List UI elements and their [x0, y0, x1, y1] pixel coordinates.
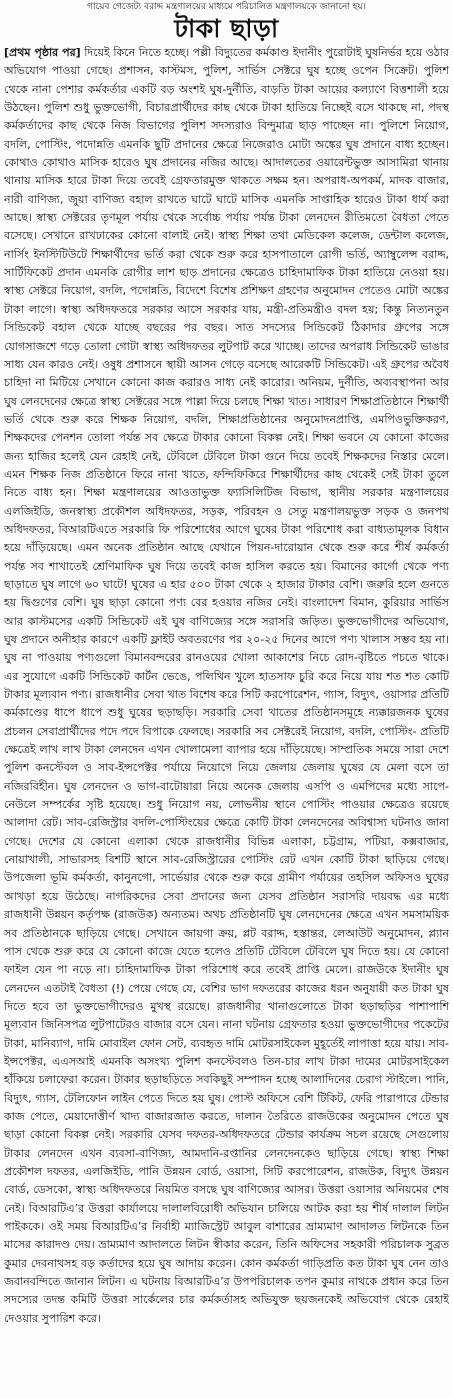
headline: টাকা ছাড়া	[174, 14, 279, 43]
continuation-lead: [প্রথম পৃষ্ঠার পর]	[4, 46, 81, 59]
previous-column-strip: গায়েব গেজেট্য বরাদ্দ মন্ত্রণালয়ের মাধ্যমে পরিচালিত মন্ত্রণালয়কে জানানো হয়।	[87, 2, 366, 12]
article-body	[4, 44, 449, 1396]
article-text: দিয়েই কিনে নিতে হচ্ছে। পল্লী বিদ্যুতের কর্মকাণ্ড ইদানীং পুরোটাই ঘুষনির্ভর হয়ে ওঠার অভিযোগ পাওয়া গেছে। প্রশাসন, কাস্টমস, পুলিশ, সার্ভিস সেক্টরে ঘুষ হচ্ছে ওপেন সিক্রেট। পুলিশ থেকে নানা পেশার কর্মকর্তার একটি বড় অংশই ঘুষ-দুর্নীতি, বাড়তি টাকা আয়ের কল্যাণে বিত্তশালী হয়ে উঠছেন। পুলিশ শুধু ভুক্তভোগী, বিচারপ্রার্থীদের কাছ থেকে টাকা হাতিয়ে নিচ্ছেই বসে থাকছে না, পদস্থ কর্মকর্তাদের কাছ থেকে নিজ বিভাগের পুলিশ সদস্যরাও বিন্দুমাত্র ছাড় পাচ্ছেন না। পুলিশে নিয়োগ, বদলি, পোস্টিং, পদোন্নতি এমনকি ছুটি প্রদানের ক্ষেত্রে নিজেরাও মোটা অঙ্কের ঘুষ প্রদানে বাধ্য হচ্ছেন। কোথাও কোথাও মাসিক হারেও ঘুষ প্রদানের নজির আছে। আদালতের ওয়ারেন্টভুক্ত আসামিরা থানায় থানায় মাসিক হারে টাকা দিয়ে তবেই গ্রেফতারমুক্ত থাকতে সক্ষম হন। অপরাধ-অপকর্ম, মাদক বাজার, নারী বাণিজ্য, জুয়া বাণিজ্য বহাল রাখতে ঘাটে ঘাটে মাসিক এমনকি সাপ্তাহিক হারেও টাকা ধার্য করা আছে। স্বাস্থ্য সেক্টরের তৃণমূল পর্যায় থেকে সর্বোচ্চ পর্যায় পর্যন্ত টাকা লেনদেন রীতিমতো বৈধতা পেতে বসেছে। সেখানে রাখঢাকের কোনো বালাই নেই। স্বাস্থ্য শিক্ষা তথা মেডিকেল কলেজ, ডেন্টাল কলেজ, নার্সিং ইনস্টিটিউটে শিক্ষার্থীদের ভর্তি করা থেকে শুরু করে হাসপাতালে রোগী ভর্তি, অ্যাম্বুলেন্স বরাদ্দ, সার্টিফিকেট প্রদান এমনকি রোগীর লাশ ছাড় প্রদানের ক্ষেত্রেও চাহিদামাফিক টাকা হাতিয়ে নেওয়া হয়। স্বাস্থ্য সেক্টরে নিয়োগ, বদলি, পদোন্নতি, বিদেশে বিশেষ প্রশিক্ষণ গ্রহণের অনুমোদন পেতেও মোটা অঙ্কের টাকা লাগে। স্বাস্থ্য অধিদফতরে সরকার আসে সরকার যায়, মন্ত্রী-প্রতিমন্ত্রীও বদল হয়; কিন্তু নিত্যনতুন সিন্ডিকেট বহাল থেকে যাচ্ছে বছরের পর বছর। সাত সদস্যের সিন্ডিকেট ঠিকাদার গ্রুপের সঙ্গে যোগসাজশে গড়ে তোলা গোটা স্বাস্থ্য অধিদফতর লুটপাট করে খাচ্ছে। তাদের অপরাধ সিন্ডিকেট ভাঙার সাধ্য যেন কারও নেই। ওষুধ প্রশাসনে স্থায়ী আসন গেড়ে বসেছে আরেকটি সিন্ডিকেট। এই গ্রুপের অবৈধ চাহিদা না মিটিয়ে সেখানে কোনো কাজ করারও সাধ্য নেই কারোর। অনিয়ম, দুর্নীতি, অব্যবস্থাপনা আর ঘুষ লেনদেনের ক্ষেত্রে স্বাস্থ্য সেক্টরের সঙ্গে পাল্লা দিয়ে চলছে শিক্ষা খাত। সাধারণ শিক্ষাপ্রতিষ্ঠানে শিক্ষার্থী ভর্তি থেকে শুরু করে শিক্ষক নিয়োগ, বদলি, শিক্ষাপ্রতিষ্ঠানের অনুমোদনপ্রাপ্তি, এমপিওভুক্তিকরণ, শিক্ষকদের পেনশন তোলা পর্যন্ত সব ক্ষেত্রে টাকার কোনো বিকল্প নেই। শিক্ষা ভবনে যে কোনো কাজের জন্য হাজির হলেই যেন রেহাই নেই, টেবিলে টেবিলে টাকা গুনে দিয়ে তবেই শিক্ষকদের নিস্তার মেলে। এমন শিক্ষক নিজ প্রতিষ্ঠানে ফিরে নানা খাতে, ফন্দিফিকিরে শিক্ষার্থীদের কাছ থেকেই সেই টাকা তুলে নিতে বাধ্য হন। শিক্ষা মন্ত্রণালয়ের আওতাভুক্ত ফ্যাসিলিটিজ বিভাগ, স্থানীয় সরকার মন্ত্রণালয়ের এলজিইডি, জনস্বাস্থ্য প্রকৌশল অধিদফতর, সড়ক, পরিবহন ও সেতু মন্ত্রণালয়ভুক্ত সড়ক ও জনপথ অধিদফতর, বিআরটিএতে সরকারি ফি পরিশোধের আগে ঘুষের টাকা পরিশোধ করা বাধ্যতামূলক বিধান হয়ে দাঁড়িয়েছে। এমন অনেক প্রতিষ্ঠান আছে যেখানে পিয়ন-দারোয়ান থেকে শুরু করে শীর্ষ কর্মকর্তা পর্যন্ত সব শাখাতেই শ্রেণিমাফিক ঘুষ দিয়ে তবেই কাজ হাসিল করতে হয়। বিমানের কার্গো থেকে পণ্য ছাড়াতে ঘুষ লাগে ৬০ ঘাটে! ঘুষের এ হার ৫০০ টাকা থেকে ২ হাজার টাকার বেশি। জরুরি হলে গুনতে হয় দ্বিগুণের বেশি। ঘুষ ছাড়া কোনো পণ্য বের হওয়ার নজির নেই। বাংলাদেশ বিমান, কুরিয়ার সার্ভিস আর কাস্টমসের একটি সিন্ডিকেট এই ঘুষ বাণিজ্যের সঙ্গে সরাসরি জড়িত। ভুক্তভোগীদের অভিযোগ, ঘুষ প্রদানে অনীহার কারণে একটি ফ্লাইট অবতরণের পর ২০-২৫ দিনের আগে পণ্য খালাস সম্ভব হয় না। ঘুষ না পাওয়ায় পণ্যগুলো বিমানবন্দরের রানওয়ের খোলা আকাশের নিচে রোদ-বৃষ্টিতে পচতে থাকে। এর সুযোগে একটি সিন্ডিকেট কার্টন ভেঙে, পলিথিন খুলে হাতসাফ চুরি করে নিয়ে যায় শত শত কোটি টাকার মূল্যবান পণ্য। রাজধানীর সেবা খাত বিশেষ করে সিটি করপোরেশন, গ্যাস, বিদ্যুৎ, ওয়াসার প্রতিটি কর্মকাণ্ডের ধাপে ধাপে শুধু ঘুষের ছড়াছড়ি। সরকারি সেবা খাতের প্রতিষ্ঠানসমূহে ন্যক্কারজনক ঘুষের প্রচলন সেবাপ্রার্থীদের পদে পদে বিপাকে ফেলছে। সরকারি সব সেক্টরেই নিয়োগ, বদলি, পোস্টিং- প্রতিটি ক্ষেত্রেই লাখ লাখ টাকা লেনদেন এখন খোলামেলা ব্যাপার হয়ে দাঁড়িয়েছে। সাম্প্রতিক সময়ে সারা দেশে পুলিশ কনস্টেবল ও সাব-ইন্সপেক্টর পর্যায়ে নিয়োগে নিয়ে জেলায় জেলায় ঘুষের যে মেলা বসে তা নজিরবিহীন। ঘুষ লেনদেন ও ভাগ-বাটোয়ারা নিয়ে অনেক জেলায় এসপি ও এমপিদের মধ্যে সাপে-নেউলে সম্পর্কের সৃষ্টি হয়েছে। শুধু নিয়োগ নয়, লোভনীয় স্থানে পোস্টিং পাওয়ার ক্ষেত্রেও রয়েছে আলাদা রেট। সাব-রেজিস্ট্রার বদলি-পোস্টিংয়ের ক্ষেত্রে কোটি টাকা লেনদেনের অবিশ্বাস্য ঘটনাও জানা গেছে। দেশের যে কোনো এলাকা থেকে রাজধানীর বিভিন্ন এলাকা, চট্টগ্রাম, পটিয়া, কক্সবাজার, নোয়াখালী, সাভারসহ বিশটি স্থানে সাব-রেজিস্ট্রারের পোস্টিং রেট এখন কোটি টাকা ছাড়িয়ে গেছে। উপজেলা ভূমি কর্মকর্তা, কানুনগো, সার্ভেয়ার থেকে শুরু করে গ্রামীণ পর্যায়ের তহসিল অফিসও ঘুষের আখড়া হয়ে উঠেছে। নাগরিকদের সেবা প্রদানের জন্য যেসব প্রতিষ্ঠান সরাসরি দায়বদ্ধ এর মধ্যে রাজধানী উন্নয়ন কর্তৃপক্ষ (রাজউক) অন্যতম। অথচ প্রতিষ্ঠানটি ঘুষ লেনদেনের ক্ষেত্রে এখন সমসাময়িক সব প্রতিষ্ঠানকে ছাড়িয়ে গেছে। সেখানে জায়গা ক্রয়, প্লট বরাদ্দ, হস্তান্তর, লেআউট অনুমোদন, প্ল্যান পাস থেকে শুরু করে যে কোনো কাজে যেতে হলেও প্রতিটি টেবিলে টেবিলে ঘুষ দিতে হয়। যে কোনো ফাইল যেন পা নড়ে না। চাহিদামাফিক টাকা পরিশোধ করে তবেই প্রাপ্তি মেলে। রাজউকে ইদানীং ঘুষ লেনদেন এতটাই বৈধতা (!) পেয়ে গেছে যে, বেশির ভাগ দফতরের কাজের ধরন অনুযায়ী কত টাকা ঘুষ দিতে হবে তা ভুক্তভোগীদেরও মুখস্থ রয়েছে। রাজধানীর থানাগুলোতে টাকা ছড়াছড়ির পাশাপাশি মূল্যবান জিনিসপত্র লুটপাটেরও বাজার বসে যেন। নানা ঘটনায় গ্রেফতার হওয়া ভুক্তভোগীদের পকেটের টাকা, মানিব্যাগ, দামি মোবাইল ফোন সেট, ব্যবহৃত দামি মোটরসাইকেল মুহূর্তেই লাপাত্তা হয়ে যায়। সাব-ইন্সপেক্টর, এএসআই এমনকি অসংখ্য পুলিশ কনস্টেবলও তিন-চার লাখ টাকা দামের মোটরসাইকেল হাঁকিয়ে চলাফেরা করেন। টাকার ছড়াছড়িতে সবকিছুই সম্পাদন হচ্ছে আলাদিনের চেরাগ স্টাইলে। পানি, বিদ্যুৎ, গ্যাস, টেলিফোন লাইন পেতে দিতে হয় ঘুষ। পোস্ট অফিসে বেশি টিকিট, ফেরি পারাপারে টেন্ডার কাজ পেতে, মেয়াদোত্তীর্ণ খাদ্য বাজারজাত করতে, দালান তৈরিতে রাজউকের অনুমোদন পেতে ঘুষ ছাড়া কোনো বিকল্প নেই। সরকারি যেসব দফতর-অধিদফতরে টেন্ডার কার্যক্রম সচল রয়েছে সেগুলোয় টাকার লেনদেন এখন ব্যবসা-বাণিজ্য, আমদানি-রপ্তানির লেনদেনকেও ছাড়িয়ে গেছে। স্বাস্থ্য শিক্ষা প্রকৌশল দফতর, এলজিইডি, পানি উন্নয়ন বোর্ড, ওয়াসা, সিটি করপোরেশন, রাজউক, বিদ্যুৎ উন্নয়ন বোর্ড, ডেসকো, স্বাস্থ্য অধিদফতরে নিয়মিত বসছে ঘুষ বাণিজ্যের আসর। উত্তরা ওয়াসার অনিয়মের শেষ নেই। বিআরটিএ’র উত্তরা কার্যালয়ে দালালবিরোধী অভিযান চালিয়ে আটক করা হয় শীর্ষ দালাল লিটন পাইককে। ওই সময় বিআরটিএ’র নির্বাহী ম্যাজিস্ট্রেট আবুল বাশারের ভ্রাম্যমাণ আদালত লিটনকে তিন মাসের কারাদণ্ড দেয়। ভ্রাম্যমাণ আদালতে লিটন স্বীকার করেন, তিনি অফিসের সহকারী পরিচালক সুব্রত কুমার দেবনাথসহ বড় কর্তাদের হয়ে ঘুষ আদায় করেন। কোন কর্মকর্তা গাড়িপ্রতি কত টাকা ঘুষ নেন তাও জবানবন্দিতে জানান লিটন। এ ঘটনায় বিআরটিএ’র উপপরিচালক তপন কুমার নাথকে প্রধান করে তিন সদস্যের তদন্ত কমিটি উত্তরা সার্কেলের চার কর্মকর্তাসহ অভিযুক্ত ছয়জনকেই অভিযোগ থেকে রেহাই দেওয়ার সুপারিশ করে।	[4, 46, 449, 1325]
article-paragraph	[4, 44, 449, 1328]
